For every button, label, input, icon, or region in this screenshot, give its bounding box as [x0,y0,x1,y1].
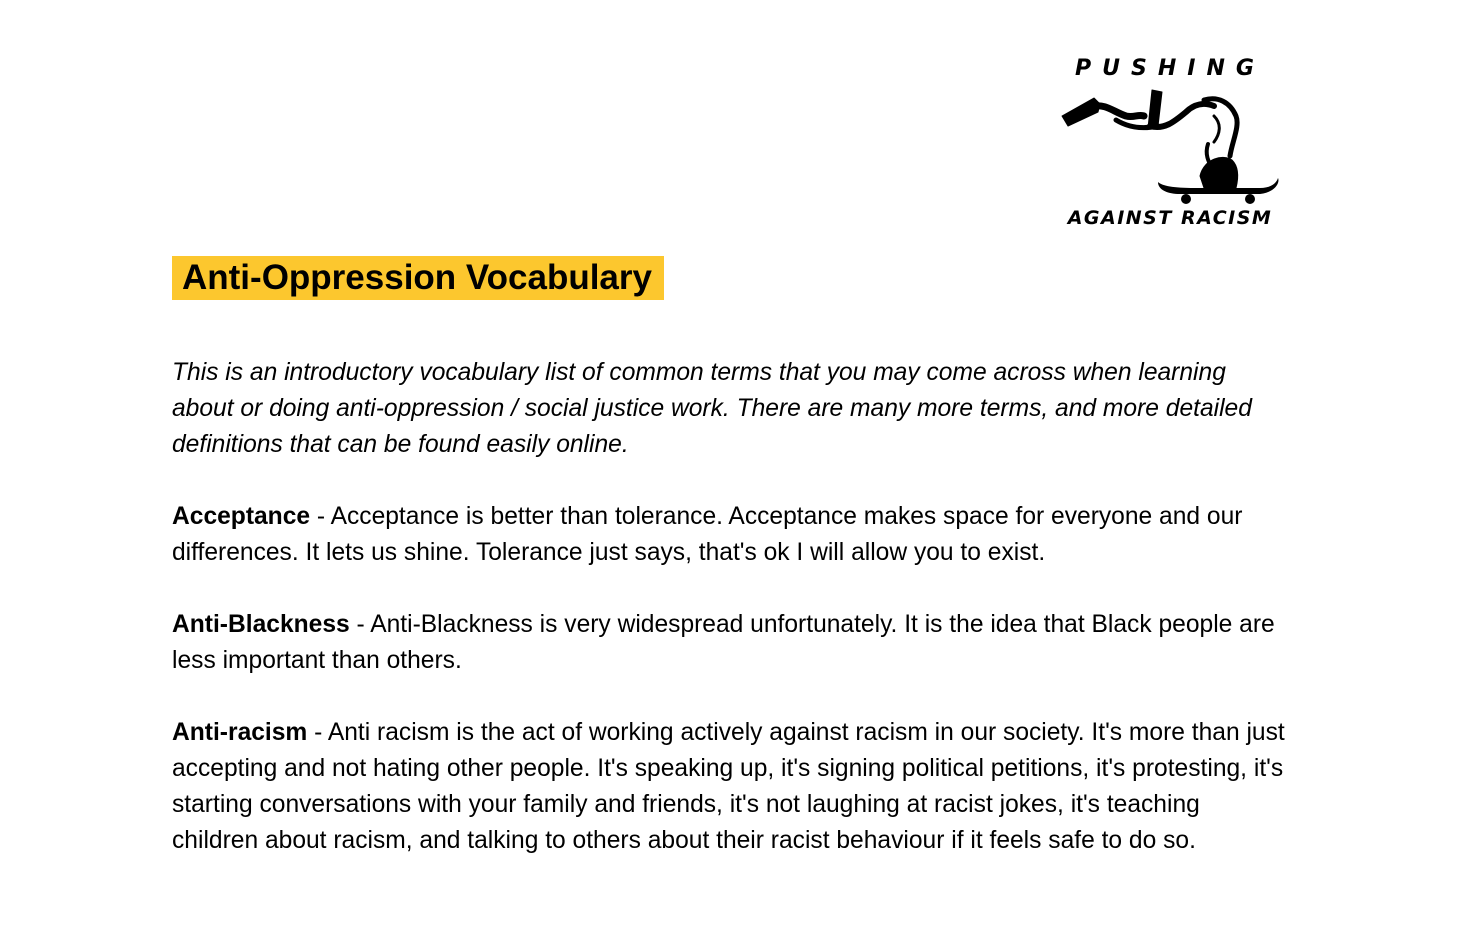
title-container [172,256,664,300]
pushing-hands-icon [1062,90,1238,188]
vocab-term: Anti-racism [172,719,308,746]
vocab-entry-anti-racism [172,715,1292,859]
vocab-definition: Anti racism is the act of working actively against racism in our society. It's more than just accepting and not hating other people. It's speaking up, it's signing political petitions, it's protesting, it's starting conversations with your family and friends, it's not laughing at racist jokes, it's teaching children about racism, and talking to others about their racist behaviour if it feels safe to do so. [172,719,1285,854]
vocab-term: Anti-Blackness [172,611,350,638]
vocab-definition: Anti-Blackness is very widespread unfortunately. It is the idea that Black people are less important than others. [172,611,1275,674]
pushing-against-racism-logo [1054,46,1286,234]
intro-paragraph: This is an introductory vocabulary list of common terms that you may come across when learning about or doing anti-oppression / social justice work. There are many more terms, and more detailed definitions that can be found easily online. [172,359,1252,458]
document-body [172,355,1292,895]
term-separator: - [307,719,328,746]
term-separator: - [349,611,371,638]
vocab-entry-anti-blackness [172,607,1292,679]
vocab-term: Acceptance [172,503,311,530]
logo-bottom-text: AGAINST RACISM [1067,207,1273,229]
logo-top-text: PUSHING [1075,56,1265,81]
page-title: Anti-Oppression Vocabulary [172,256,664,300]
term-separator: - [310,503,331,530]
vocab-entry-acceptance [172,499,1292,571]
vocab-definition: Acceptance is better than tolerance. Acceptance makes space for everyone and our differences. It lets us shine. Tolerance just says, that's ok I will allow you to exist. [172,503,1243,566]
